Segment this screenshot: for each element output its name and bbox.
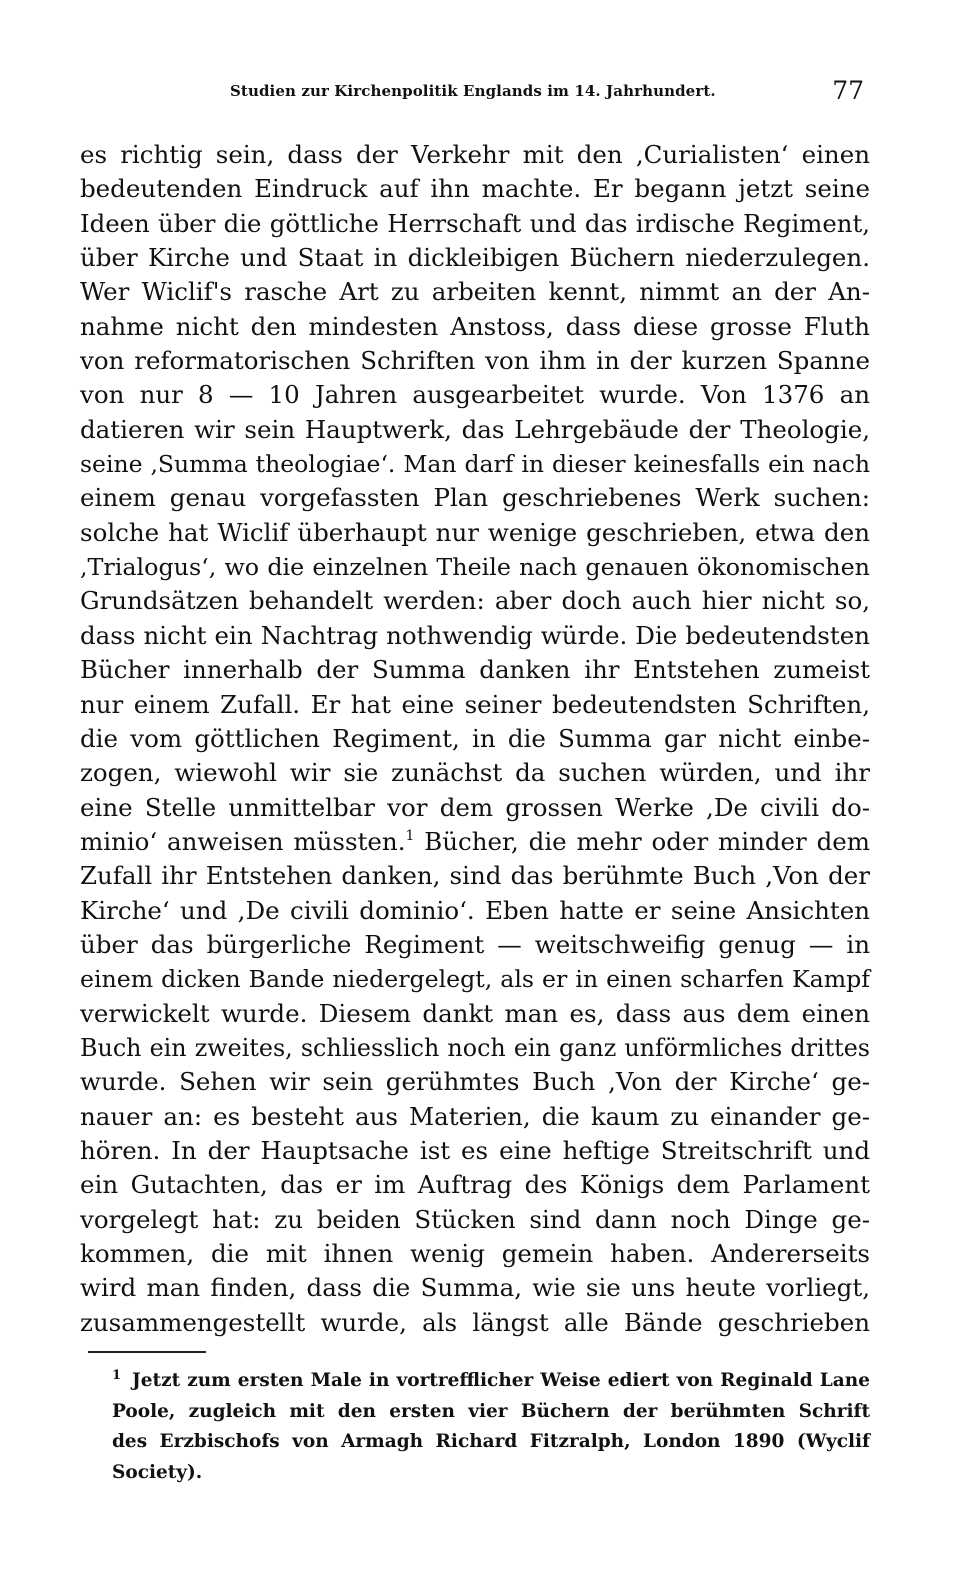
text-line: einem dicken Bande niedergelegt, als er in einen scharfen Kampf	[80, 965, 870, 994]
text-line: eine Stelle unmittelbar vor dem grossen Werke ,De civili do-	[80, 792, 870, 822]
text-line-with-footnote-ref	[80, 825, 870, 859]
text-segment: minio‘ anweisen müssten.	[80, 826, 406, 856]
footnote-reference[interactable]: 1	[405, 827, 415, 844]
text-line: Bücher innerhalb der Summa danken ihr Entstehen zumeist	[80, 655, 870, 685]
text-line: bedeutenden Eindruck auf ihn machte. Er begann jetzt seine	[80, 174, 870, 204]
footnote-line: Jetzt zum ersten Male in vortrefflicher Weise ediert von Reginald Lane	[132, 1370, 870, 1391]
footnote-divider	[88, 1351, 206, 1353]
text-line: Ideen über die göttliche Herrschaft und das irdische Regiment,	[80, 208, 870, 238]
text-line: zogen, wiewohl wir sie zunächst da suchen würden, und ihr	[80, 758, 870, 788]
text-line: Zufall ihr Entstehen danken, sind das berühmte Buch ,Von der	[80, 861, 870, 891]
text-line: kommen, die mit ihnen wenig gemein haben. Andererseits	[80, 1239, 870, 1268]
text-line: die vom göttlichen Regiment, in die Summa gar nicht einbe-	[80, 723, 870, 753]
text-line: einem genau vorgefassten Plan geschriebenes Werk suchen:	[80, 483, 870, 513]
text-line: solche hat Wiclif überhaupt nur wenige geschrieben, etwa den	[80, 517, 870, 547]
text-line: nur einem Zufall. Er hat eine seiner bedeutendsten Schriften,	[80, 689, 870, 719]
running-title: Studien zur Kirchenpolitik Englands im 14. Jahrhundert.	[230, 82, 716, 100]
footnote-marker: 1	[112, 1368, 122, 1383]
text-line: nauer an: es besteht aus Materien, die kaum zu einander ge-	[80, 1101, 870, 1131]
body-text	[80, 138, 870, 1340]
text-line: über das bürgerliche Regiment — weitschweifig genug — in	[80, 929, 870, 959]
text-line: Kirche‘ und ,De civili dominio‘. Eben hatte er seine Ansichten	[80, 895, 870, 925]
page-number: 77	[832, 76, 864, 105]
text-line: vorgelegt hat: zu beiden Stücken sind dann noch Dinge ge-	[80, 1204, 870, 1234]
footnote-line: Poole, zugleich mit den ersten vier Büchern der berühmten Schrift	[112, 1400, 870, 1422]
footnote-line: Society).	[112, 1461, 203, 1483]
text-line: über Kirche und Staat in dickleibigen Büchern niederzulegen.	[80, 243, 870, 273]
text-line: zusammengestellt wurde, als längst alle Bände geschrieben	[80, 1307, 870, 1337]
text-line: ein Gutachten, das er im Auftrag des Königs dem Parlament	[80, 1170, 870, 1200]
footnote	[112, 1366, 870, 1488]
text-line: wurde. Sehen wir sein gerühmtes Buch ,Von der Kirche‘ ge-	[80, 1067, 870, 1097]
text-line: dass nicht ein Nachtrag nothwendig würde. Die bedeutendsten	[80, 620, 870, 650]
text-line: seine ,Summa theologiae‘. Man darf in dieser keinesfalls ein nach	[80, 450, 870, 479]
text-line: nahme nicht den mindesten Anstoss, dass diese grosse Fluth	[80, 311, 870, 341]
text-line: wird man finden, dass die Summa, wie sie uns heute vorliegt,	[80, 1273, 870, 1303]
footnote-line: des Erzbischofs von Armagh Richard Fitzralph, London 1890 (Wyclif	[112, 1431, 870, 1452]
running-head	[80, 76, 870, 106]
text-line: Wer Wiclif's rasche Art zu arbeiten kennt, nimmt an der An-	[80, 277, 870, 307]
text-line: datieren wir sein Hauptwerk, das Lehrgebäude der Theologie,	[80, 414, 870, 444]
text-line: hören. In der Hauptsache ist es eine heftige Streitschrift und	[80, 1135, 870, 1165]
text-line: von reformatorischen Schriften von ihm in der kurzen Spanne	[80, 346, 870, 376]
text-line: ,Trialogus‘, wo die einzelnen Theile nach genauen ökonomischen	[80, 553, 870, 582]
text-line: Buch ein zweites, schliesslich noch ein ganz unförmliches drittes	[80, 1033, 870, 1062]
text-line: verwickelt wurde. Diesem dankt man es, dass aus dem einen	[80, 998, 870, 1028]
text-line: es richtig sein, dass der Verkehr mit den ,Curialisten‘ einen	[80, 140, 870, 169]
text-line: Grundsätzen behandelt werden: aber doch auch hier nicht so,	[80, 586, 870, 616]
text-line: von nur 8 — 10 Jahren ausgearbeitet wurde. Von 1376 an	[80, 380, 870, 410]
text-segment: Bücher, die mehr oder minder dem	[414, 826, 870, 856]
